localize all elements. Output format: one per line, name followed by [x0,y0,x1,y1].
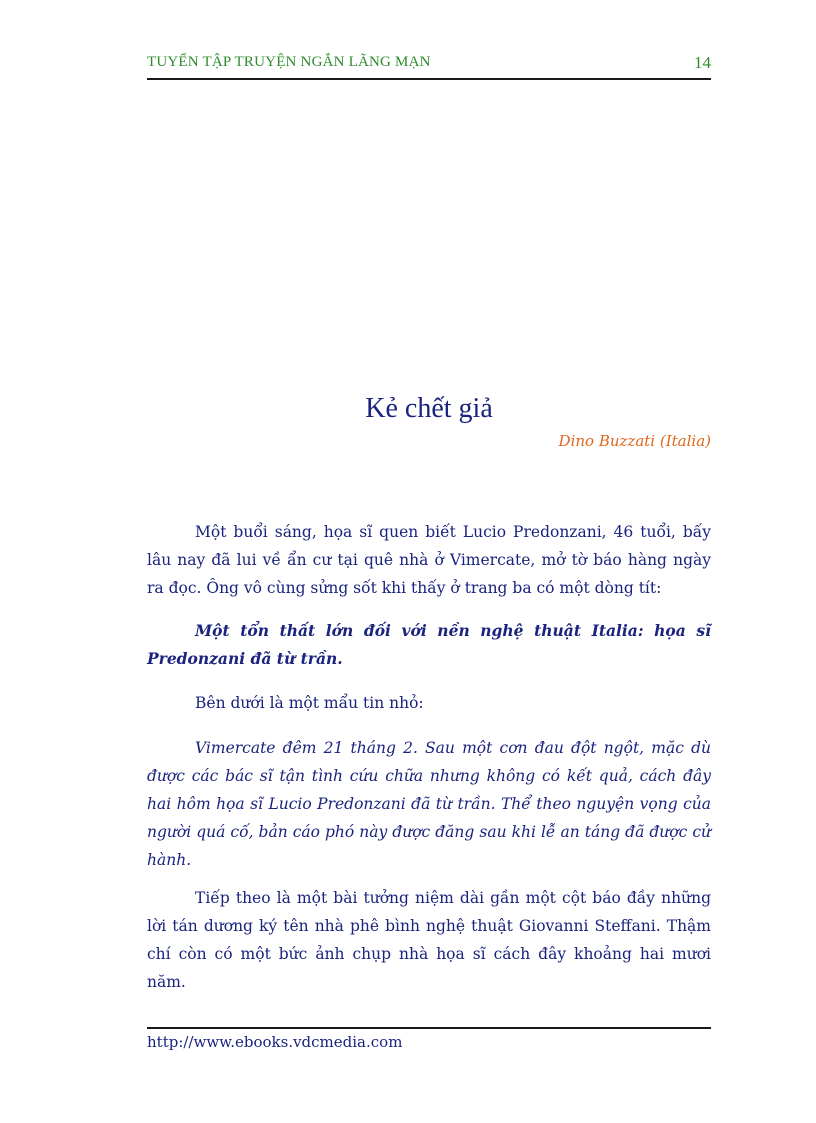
story-author: Dino Buzzati (Italia) [558,432,711,450]
footer-url-link[interactable]: http://www.ebooks.vdcmedia.com [147,1033,403,1051]
paragraph-news-notice: Vimercate đêm 21 tháng 2. Sau một cơn đau đột ngột, mặc dù được các bác sĩ tận tình cứu chữa nhưng không có kết quả, cách đây hai hôm họa sĩ Lucio Predonzani đã từ trần. Thể theo nguyện vọng của người quá cố, bản cáo phó này được đăng sau khi lễ an táng đã được cử hành. [147,739,711,869]
page-header [147,52,711,80]
paragraph-intro: Một buổi sáng, họa sĩ quen biết Lucio Predonzani, 46 tuổi, bấy lâu nay đã lui về ẩn cư tại quê nhà ở Vimercate, mở tờ báo hàng ngày ra đọc. Ông vô cùng sửng sốt khi thấy ở trang ba có một dòng tít: [147,523,711,597]
paragraph-headline: Một tổn thất lớn đối với nền nghệ thuật Italia: họa sĩ Predonzani đã từ trần. [147,621,711,668]
story-title: Kẻ chết giả [365,393,493,424]
footer-divider [147,1027,711,1029]
book-title: TUYỂN TẬP TRUYỆN NGẮN LÃNG MẠN [147,54,431,70]
paragraph-news-intro: Bên dưới là một mẩu tin nhỏ: [195,694,424,712]
page-number: 14 [694,53,711,72]
paragraph-memorial: Tiếp theo là một bài tưởng niệm dài gần một cột báo đầy những lời tán dương ký tên nhà phê bình nghệ thuật Giovanni Steffani. Thậm chí còn có một bức ảnh chụp nhà họa sĩ cách đây khoảng hai mươi năm. [147,889,711,991]
